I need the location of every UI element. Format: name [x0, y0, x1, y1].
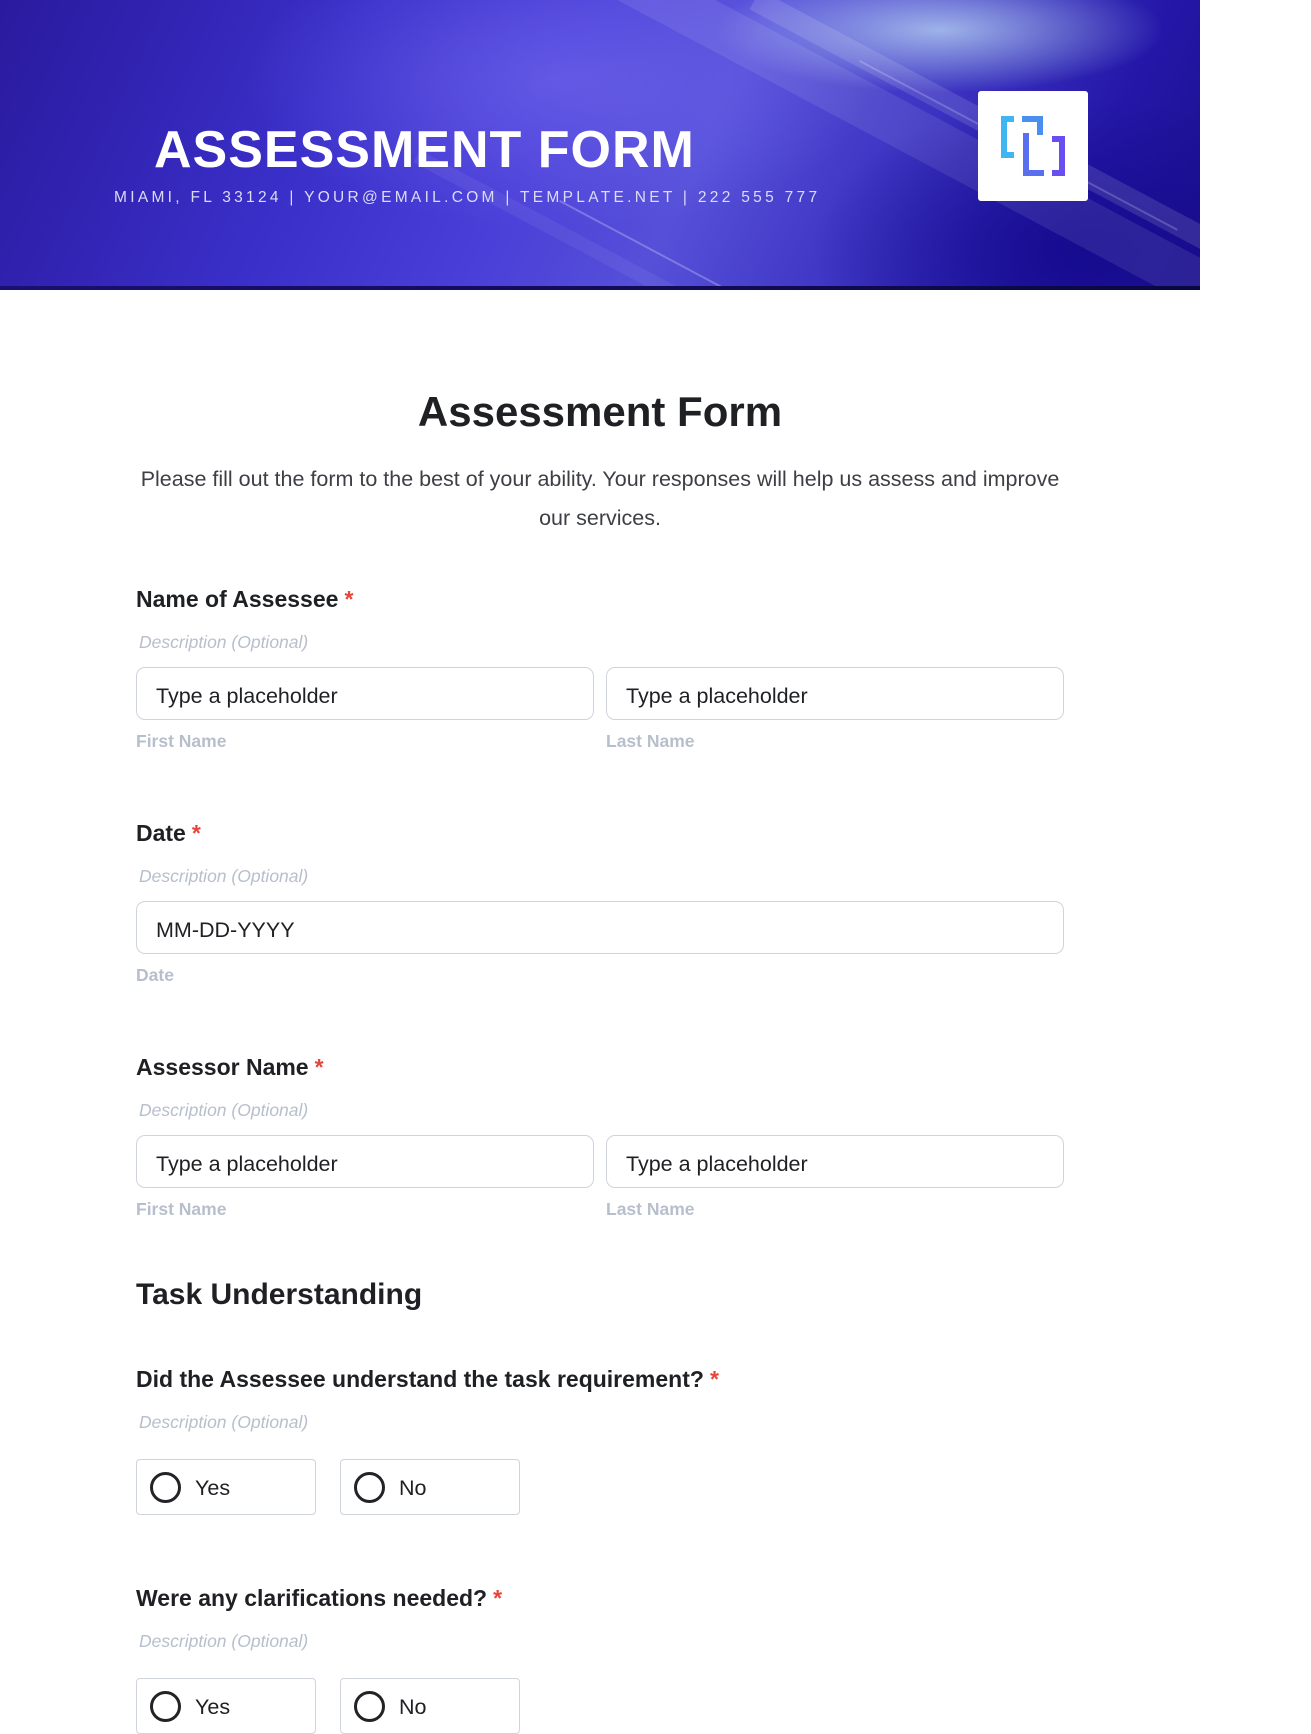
required-asterisk: *: [344, 586, 354, 612]
form-intro: Please fill out the form to the best of your ability. Your responses will help us assess and improve our services.: [140, 467, 1060, 530]
radio-circle-icon[interactable]: [354, 1691, 385, 1722]
assessee-first-name-sublabel: First Name: [136, 731, 227, 751]
clarifications-label: [136, 1585, 502, 1612]
required-asterisk: *: [191, 820, 201, 846]
task-understood-yes-option[interactable]: [136, 1459, 316, 1515]
assessor-first-name-input[interactable]: Type a placeholder: [136, 1135, 594, 1188]
company-logo: [978, 91, 1088, 201]
banner-contact-info: MIAMI, FL 33124 | YOUR@EMAIL.COM | TEMPLATE.NET | 222 555 777: [114, 189, 821, 206]
task-understood-no-option[interactable]: [340, 1459, 520, 1515]
assessor-first-name-sublabel: First Name: [136, 1199, 227, 1219]
radio-circle-icon[interactable]: [354, 1472, 385, 1503]
assessee-description: Description (Optional): [139, 632, 309, 652]
radio-option-label: No: [399, 1695, 427, 1719]
form-title: Assessment Form: [417, 388, 783, 435]
task-understood-label: [136, 1366, 719, 1393]
clarifications-label-text: Were any clarifications needed?: [136, 1585, 488, 1611]
assessee-name-label: [136, 586, 353, 613]
date-label-text: Date: [136, 820, 186, 846]
radio-circle-icon[interactable]: [150, 1691, 181, 1722]
required-asterisk: *: [314, 1054, 324, 1080]
radio-option-label: No: [399, 1476, 427, 1500]
date-description: Description (Optional): [139, 866, 309, 886]
assessor-last-name-input[interactable]: Type a placeholder: [606, 1135, 1064, 1188]
task-understood-description: Description (Optional): [139, 1412, 309, 1432]
assessee-name-label-text: Name of Assessee: [136, 586, 339, 612]
date-label: [136, 820, 201, 847]
section-title-task-understanding: Task Understanding: [136, 1278, 423, 1311]
assessor-description: Description (Optional): [139, 1100, 309, 1120]
assessor-name-label-text: Assessor Name: [136, 1054, 309, 1080]
date-sublabel: Date: [136, 965, 174, 985]
brackets-logo-icon: [1000, 113, 1066, 179]
assessee-last-name-input[interactable]: Type a placeholder: [606, 667, 1064, 720]
radio-option-label: Yes: [195, 1476, 231, 1500]
clarifications-description: Description (Optional): [139, 1631, 309, 1651]
task-understood-label-text: Did the Assessee understand the task requirement?: [136, 1366, 704, 1392]
header-banner: [0, 0, 1200, 290]
date-input[interactable]: MM-DD-YYYY: [136, 901, 1064, 954]
required-asterisk: *: [709, 1366, 719, 1392]
assessee-first-name-input[interactable]: Type a placeholder: [136, 667, 594, 720]
required-asterisk: *: [493, 1585, 503, 1611]
clarifications-no-option[interactable]: [340, 1678, 520, 1734]
radio-option-label: Yes: [195, 1695, 231, 1719]
banner-title: ASSESSMENT FORM: [154, 121, 695, 179]
radio-circle-icon[interactable]: [150, 1472, 181, 1503]
clarifications-yes-option[interactable]: [136, 1678, 316, 1734]
assessee-last-name-sublabel: Last Name: [606, 731, 695, 751]
assessor-last-name-sublabel: Last Name: [606, 1199, 695, 1219]
assessor-name-label: [136, 1054, 324, 1081]
